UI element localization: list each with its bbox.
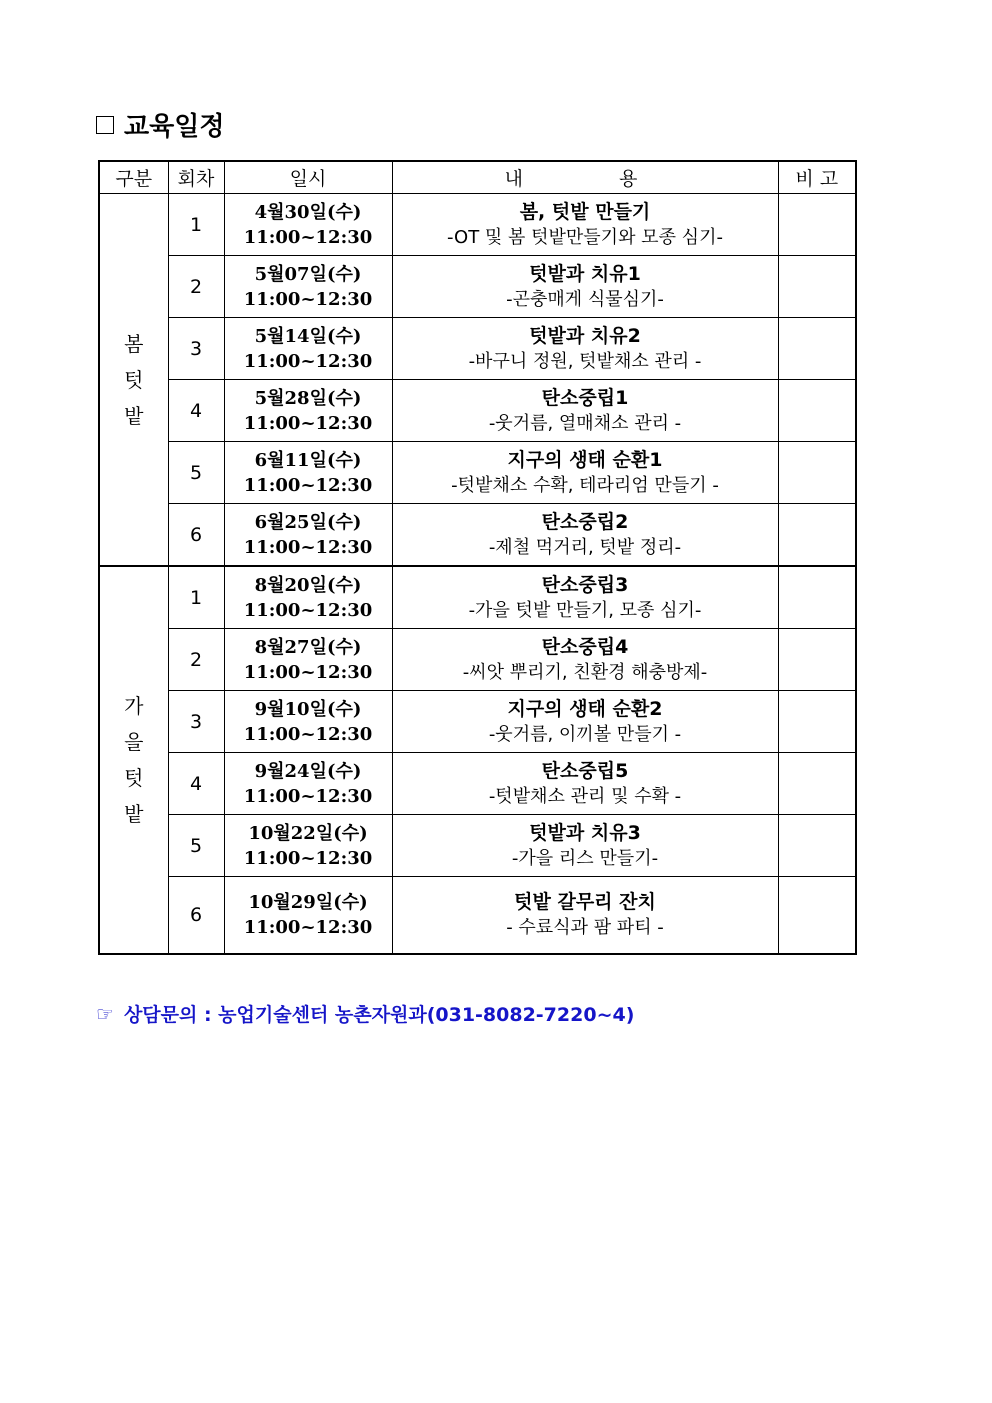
table-header-row <box>99 161 856 194</box>
session-note <box>778 691 856 753</box>
session-title: 탄소중립1 <box>541 386 629 409</box>
session-note <box>778 256 856 318</box>
session-datetime <box>224 877 392 955</box>
session-time: 11:00~12:30 <box>243 847 373 869</box>
table-row <box>99 504 856 567</box>
session-time: 11:00~12:30 <box>243 412 373 434</box>
session-datetime <box>224 815 392 877</box>
table-row <box>99 753 856 815</box>
session-date: 6월25일(수) <box>254 511 362 533</box>
session-description: -OT 및 봄 텃밭만들기와 모종 심기- <box>447 226 723 248</box>
session-content <box>392 318 778 380</box>
session-number: 3 <box>168 691 224 753</box>
session-description: - 수료식과 팜 파티 - <box>506 917 664 938</box>
session-note <box>778 877 856 955</box>
header-category: 구분 <box>99 161 168 194</box>
session-title: 지구의 생태 순환1 <box>507 448 663 471</box>
session-time: 11:00~12:30 <box>243 785 373 807</box>
session-content <box>392 504 778 567</box>
header-datetime: 일시 <box>224 161 392 194</box>
session-description: -웃거름, 이끼볼 만들기 - <box>488 723 682 745</box>
session-title: 탄소중립2 <box>541 510 629 533</box>
session-date: 5월28일(수) <box>254 387 362 409</box>
section-heading-text: 교육일정 <box>124 112 225 142</box>
session-description: -곤충매게 식물심기- <box>506 288 664 310</box>
session-date: 6월11일(수) <box>254 449 362 471</box>
session-content <box>392 753 778 815</box>
header-note: 비 고 <box>778 161 856 194</box>
session-title: 탄소중립5 <box>541 759 629 782</box>
session-note <box>778 815 856 877</box>
session-number: 3 <box>168 318 224 380</box>
semester-label-char: 봄 <box>124 331 144 356</box>
session-time: 11:00~12:30 <box>243 350 373 372</box>
session-date: 5월14일(수) <box>254 325 362 347</box>
session-date: 9월10일(수) <box>254 698 362 720</box>
session-note <box>778 753 856 815</box>
session-date: 4월30일(수) <box>254 201 362 223</box>
session-note <box>778 629 856 691</box>
session-content <box>392 877 778 955</box>
session-content <box>392 566 778 629</box>
session-content <box>392 691 778 753</box>
session-title: 텃밭과 치유1 <box>529 262 641 285</box>
session-datetime <box>224 442 392 504</box>
session-title: 텃밭과 치유2 <box>529 324 641 347</box>
session-number: 2 <box>168 629 224 691</box>
session-description: -가을 리스 만들기- <box>511 847 659 869</box>
contact-info <box>96 1000 634 1027</box>
session-content <box>392 442 778 504</box>
session-content <box>392 256 778 318</box>
table-row <box>99 815 856 877</box>
session-datetime <box>224 380 392 442</box>
pointing-hand-icon: ☞ <box>96 1001 114 1026</box>
semester-label-char: 가 <box>124 694 144 718</box>
session-datetime <box>224 256 392 318</box>
table-row <box>99 194 856 256</box>
session-number: 2 <box>168 256 224 318</box>
session-title: 텃밭과 치유3 <box>529 821 641 844</box>
semester-label-char: 텃 <box>124 367 144 392</box>
session-datetime <box>224 504 392 567</box>
session-description: -바구니 정원, 텃밭채소 관리 - <box>468 350 702 372</box>
session-note <box>778 318 856 380</box>
session-time: 11:00~12:30 <box>243 723 373 745</box>
session-description: -씨앗 뿌리기, 친환경 해충방제- <box>462 661 708 683</box>
section-heading <box>96 106 224 143</box>
session-description: -제철 먹거리, 텃밭 정리- <box>488 536 682 558</box>
session-time: 11:00~12:30 <box>243 474 373 496</box>
session-datetime <box>224 629 392 691</box>
session-time: 11:00~12:30 <box>243 917 373 938</box>
semester-label <box>99 194 168 567</box>
session-title: 봄, 텃밭 만들기 <box>519 200 651 223</box>
session-number: 5 <box>168 815 224 877</box>
session-content <box>392 194 778 256</box>
session-description: -텃밭채소 수확, 테라리엄 만들기 - <box>451 474 719 496</box>
session-time: 11:00~12:30 <box>243 599 373 621</box>
table-row <box>99 629 856 691</box>
session-note <box>778 504 856 567</box>
table-row <box>99 318 856 380</box>
table-row <box>99 691 856 753</box>
session-number: 6 <box>168 504 224 567</box>
semester-label-char: 을 <box>124 730 144 754</box>
contact-text: 상담문의 : 농업기술센터 농촌자원과(031-8082-7220~4) <box>123 1004 635 1026</box>
session-date: 8월20일(수) <box>254 574 362 596</box>
session-title: 텃밭 갈무리 잔치 <box>514 891 656 913</box>
session-time: 11:00~12:30 <box>243 661 373 683</box>
session-number: 4 <box>168 380 224 442</box>
session-content <box>392 380 778 442</box>
session-date: 8월27일(수) <box>254 636 362 658</box>
session-datetime <box>224 753 392 815</box>
session-date: 10월22일(수) <box>248 822 368 844</box>
table-row <box>99 442 856 504</box>
session-datetime <box>224 318 392 380</box>
session-content <box>392 815 778 877</box>
session-number: 4 <box>168 753 224 815</box>
square-outline-icon <box>96 116 114 134</box>
session-datetime <box>224 691 392 753</box>
session-number: 1 <box>168 194 224 256</box>
session-number: 5 <box>168 442 224 504</box>
header-content: 내 용 <box>392 161 778 194</box>
session-description: -텃밭채소 관리 및 수확 - <box>488 785 682 807</box>
table-row <box>99 877 856 955</box>
session-note <box>778 380 856 442</box>
session-time: 11:00~12:30 <box>243 288 373 310</box>
session-note <box>778 194 856 256</box>
session-number: 6 <box>168 877 224 955</box>
schedule-table <box>98 160 857 955</box>
semester-label <box>99 566 168 954</box>
session-description: -가을 텃밭 만들기, 모종 심기- <box>468 599 702 621</box>
session-datetime <box>224 566 392 629</box>
session-note <box>778 566 856 629</box>
session-date: 9월24일(수) <box>254 760 362 782</box>
session-time: 11:00~12:30 <box>243 226 373 248</box>
session-content <box>392 629 778 691</box>
session-title: 탄소중립4 <box>541 635 629 658</box>
session-number: 1 <box>168 566 224 629</box>
session-title: 탄소중립3 <box>541 573 629 596</box>
session-datetime <box>224 194 392 256</box>
table-row <box>99 566 856 629</box>
session-date: 10월29일(수) <box>248 892 368 913</box>
session-description: -웃거름, 열매채소 관리 - <box>488 412 682 434</box>
semester-label-char: 텃 <box>124 766 144 790</box>
table-row <box>99 256 856 318</box>
table-row <box>99 380 856 442</box>
session-time: 11:00~12:30 <box>243 536 373 558</box>
semester-label-char: 밭 <box>124 403 144 428</box>
session-note <box>778 442 856 504</box>
header-session: 회차 <box>168 161 224 194</box>
semester-label-char: 밭 <box>124 802 144 826</box>
session-date: 5월07일(수) <box>254 263 362 285</box>
session-title: 지구의 생태 순환2 <box>507 697 663 720</box>
